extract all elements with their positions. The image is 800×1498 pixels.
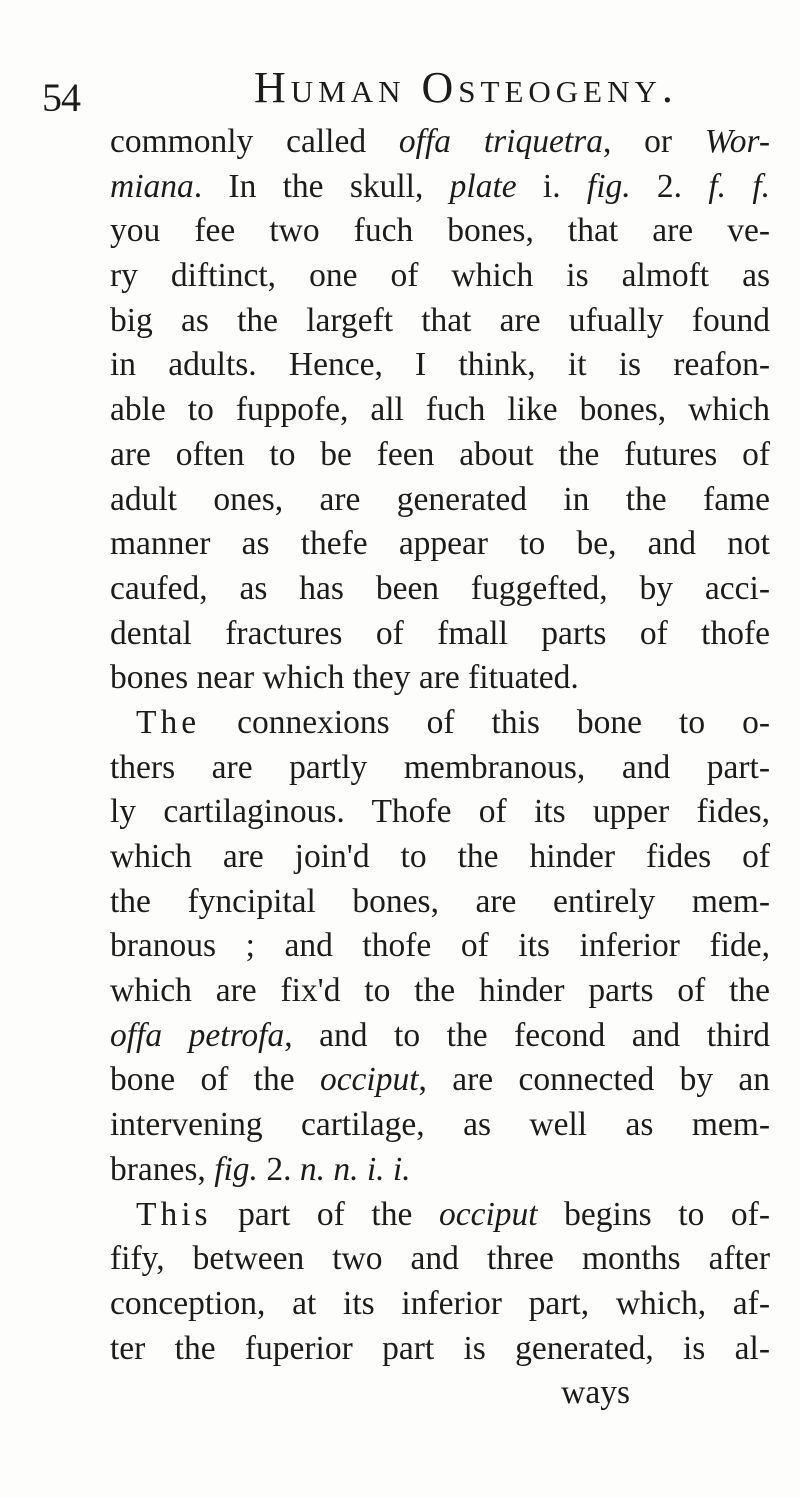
text-line: bones near which they are fituated. [110, 659, 579, 697]
text-line: in adults. Hence, I think, it is reafon- [110, 346, 770, 384]
text-line: ter the fuperior part is generated, is al- [110, 1329, 770, 1367]
text-line: thers are partly membranous, and part- [110, 748, 770, 786]
text-line: miana. In the skull, plate i. fig. 2. f. f. [110, 167, 770, 205]
text-line: ry diftinct, one of which is almoft as [110, 257, 770, 295]
text-line: able to fuppofe, all fuch like bones, which [110, 391, 770, 429]
text-line: you fee two fuch bones, that are ve- [110, 212, 770, 250]
text-line: big as the largeft that are ufually found [110, 301, 770, 339]
text-line: intervening cartilage, as well as mem- [110, 1106, 770, 1144]
text-line: dental fractures of fmall parts of thofe [110, 614, 770, 652]
text-line: ly cartilaginous. Thofe of its upper fides, [110, 793, 770, 831]
text-line: conception, at its inferior part, which, af- [110, 1284, 770, 1322]
running-title: Human Osteogeny. [254, 63, 678, 112]
text-line: bone of the occiput, are connected by an [110, 1061, 771, 1099]
text-line: which are join'd to the hinder fides of [110, 838, 770, 875]
catchword: ways [561, 1374, 630, 1412]
body-text [110, 120, 770, 1416]
text-line: branes, fig. 2. n. n. i. i. [110, 1150, 411, 1188]
text-line: fify, between two and three months after [110, 1240, 770, 1278]
text-line: commonly called offa triquetra, or Wor- [110, 123, 771, 160]
text-line: offa petrofa, and to the fecond and third [110, 1016, 770, 1054]
paragraph-start: This part of the occiput begins to of- [136, 1195, 770, 1233]
text-line: the fyncipital bones, are entirely mem- [110, 882, 770, 920]
text-line: which are fix'd to the hinder parts of the [110, 972, 770, 1010]
paragraph-start: The connexions of this bone to o- [136, 703, 770, 741]
page-number: 54 [42, 75, 80, 120]
text-line: adult ones, are generated in the fame [110, 480, 770, 518]
text-line: are often to be feen about the futures of [110, 435, 770, 473]
text-line: branous ; and thofe of its inferior fide, [110, 927, 770, 965]
text-line: caufed, as has been fuggefted, by acci- [110, 569, 770, 607]
text-line: manner as thefe appear to be, and not [110, 525, 770, 563]
running-head [42, 62, 782, 122]
